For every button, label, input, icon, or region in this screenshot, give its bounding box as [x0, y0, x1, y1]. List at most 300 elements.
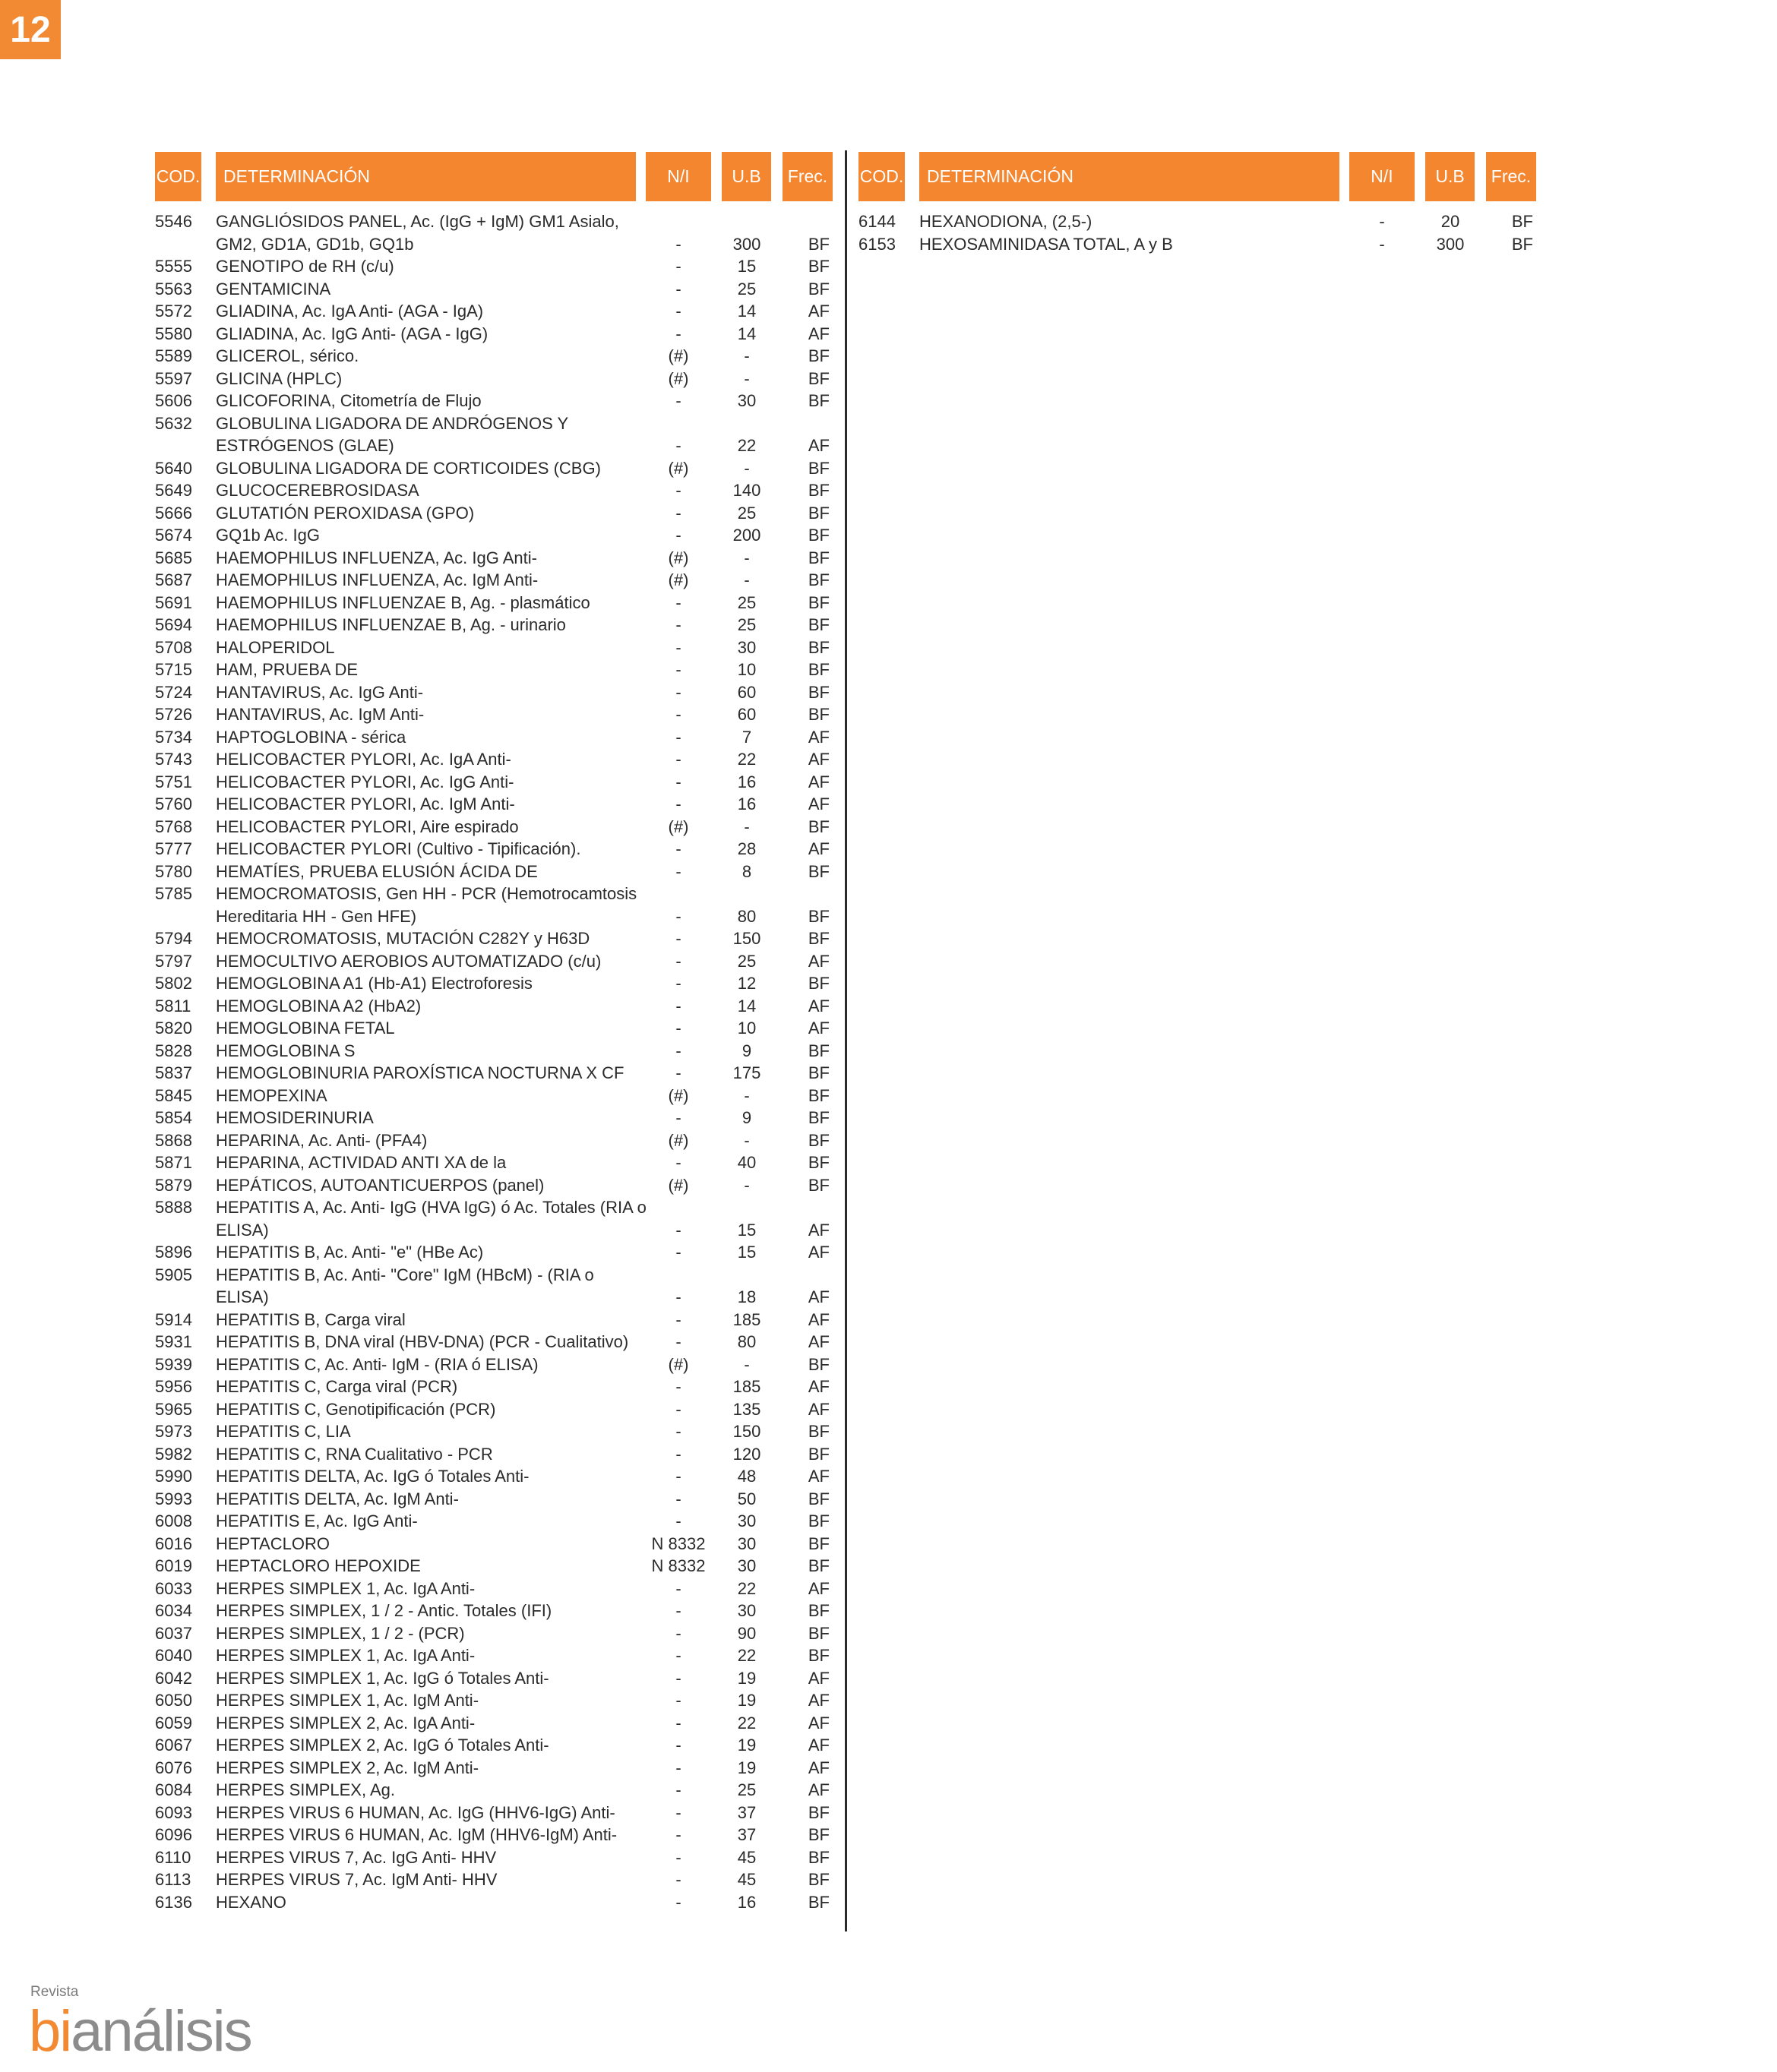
- row-ni: -: [675, 1802, 681, 1822]
- row-code: 5708: [155, 637, 192, 657]
- row-ub: 10: [737, 660, 757, 679]
- row-ni: -: [675, 750, 681, 769]
- row-ub: 30: [737, 391, 757, 410]
- row-frec: BF: [808, 526, 830, 545]
- row-determinacion: HERPES VIRUS 7, Ac. IgM Anti- HHV: [216, 1870, 498, 1889]
- row-ub: 12: [737, 974, 757, 993]
- row-code: 5797: [155, 951, 192, 971]
- logo-small-text: Revista: [30, 1984, 79, 2000]
- row-ni: -: [675, 1489, 681, 1508]
- row-determinacion: HERPES SIMPLEX, 1 / 2 - (PCR): [216, 1623, 465, 1643]
- row-frec: BF: [808, 1063, 830, 1082]
- row-determinacion: HEPATITIS C, RNA Cualitativo - PCR: [216, 1444, 493, 1464]
- row-ni: -: [1379, 212, 1385, 231]
- row-code: 6144: [858, 212, 896, 231]
- page-number: 12: [0, 0, 61, 59]
- row-ni: -: [675, 257, 681, 276]
- row-frec: AF: [808, 1332, 830, 1351]
- row-frec: BF: [1511, 234, 1533, 254]
- row-ub: -: [744, 548, 750, 567]
- row-ni: -: [675, 1309, 681, 1329]
- row-determinacion: HEPATITIS B, Carga viral: [216, 1309, 406, 1329]
- row-code: 6059: [155, 1713, 192, 1732]
- row-ub: 25: [737, 1780, 757, 1799]
- row-determinacion: HEPATITIS B, Ac. Anti- "Core" IgM (HBcM) - (RIA o: [216, 1265, 594, 1284]
- row-ub: 25: [737, 951, 757, 971]
- row-frec: BF: [1511, 212, 1533, 231]
- row-code: 5871: [155, 1153, 192, 1172]
- row-determinacion: GLUTATIÓN PEROXIDASA (GPO): [216, 503, 475, 523]
- row-determinacion: HERPES SIMPLEX, 1 / 2 - Antic. Totales (IFI): [216, 1601, 552, 1620]
- row-ub: 10: [737, 1019, 757, 1038]
- header-ub-right: U.B: [1425, 152, 1475, 201]
- row-frec: AF: [808, 302, 830, 321]
- row-determinacion: HANTAVIRUS, Ac. IgG Anti-: [216, 682, 424, 702]
- row-ub: 185: [732, 1309, 761, 1329]
- row-code: 6034: [155, 1601, 192, 1620]
- row-ub: 9: [741, 1041, 752, 1060]
- row-ni: -: [675, 1399, 681, 1419]
- row-ni: -: [675, 1019, 681, 1038]
- row-ni: -: [1379, 234, 1385, 254]
- row-determinacion: GENOTIPO de RH (c/u): [216, 257, 394, 276]
- row-ub: -: [744, 816, 750, 836]
- row-frec: AF: [808, 1377, 830, 1396]
- row-ub: 16: [737, 1892, 757, 1912]
- row-frec: AF: [808, 794, 830, 813]
- row-determinacion: HEPATITIS B, Ac. Anti- "e" (HBe Ac): [216, 1243, 484, 1262]
- row-ni: -: [675, 682, 681, 702]
- row-determinacion: GLICOFORINA, Citometría de Flujo: [216, 391, 482, 410]
- row-ub: 48: [737, 1467, 757, 1486]
- row-code: 5879: [155, 1175, 192, 1195]
- row-frec: AF: [808, 1399, 830, 1419]
- row-determinacion: GLICINA (HPLC): [216, 368, 343, 388]
- row-code: 5589: [155, 346, 192, 365]
- row-code: 5546: [155, 212, 192, 231]
- row-determinacion: HERPES SIMPLEX 2, Ac. IgG ó Totales Anti-: [216, 1736, 549, 1755]
- row-code: 5982: [155, 1444, 192, 1464]
- row-frec: BF: [808, 1354, 830, 1374]
- row-determinacion: GANGLIÓSIDOS PANEL, Ac. (IgG + IgM) GM1 Asialo,: [216, 212, 619, 231]
- row-frec: BF: [808, 1511, 830, 1530]
- row-ni: (#): [668, 570, 689, 589]
- row-code: 5837: [155, 1063, 192, 1082]
- row-code: 5777: [155, 839, 192, 858]
- row-ub: 60: [737, 682, 757, 702]
- row-ni: -: [675, 1847, 681, 1867]
- row-ub: -: [744, 570, 750, 589]
- row-frec: BF: [808, 660, 830, 679]
- row-ub: 25: [737, 615, 757, 634]
- row-ub: -: [744, 1130, 750, 1150]
- row-determinacion: GLOBULINA LIGADORA DE ANDRÓGENOS Y: [216, 413, 569, 433]
- row-ni: -: [675, 234, 681, 254]
- row-ni: -: [675, 1646, 681, 1665]
- row-frec: BF: [808, 682, 830, 702]
- row-ub: 30: [737, 1533, 757, 1553]
- row-determinacion: Hereditaria HH - Gen HFE): [216, 906, 417, 926]
- row-ub: 30: [737, 637, 757, 657]
- row-code: 6084: [155, 1780, 192, 1799]
- row-ni: -: [675, 772, 681, 791]
- row-ni: -: [675, 1108, 681, 1127]
- row-frec: AF: [808, 1019, 830, 1038]
- column-divider: [845, 150, 847, 1931]
- logo-wordmark: bianálisis: [29, 1999, 251, 2064]
- row-frec: BF: [808, 257, 830, 276]
- row-code: 5555: [155, 257, 192, 276]
- row-code: 6113: [155, 1870, 191, 1889]
- row-ub: -: [744, 458, 750, 478]
- row-ub: 30: [737, 1556, 757, 1575]
- row-ni: -: [675, 929, 681, 948]
- row-ub: 22: [737, 436, 757, 455]
- row-frec: BF: [808, 368, 830, 388]
- row-code: 5649: [155, 481, 192, 500]
- row-ub: 14: [737, 302, 757, 321]
- row-code: 5868: [155, 1130, 192, 1150]
- row-code: 5931: [155, 1332, 192, 1351]
- row-determinacion: ELISA): [216, 1287, 269, 1306]
- row-ni: -: [675, 1041, 681, 1060]
- row-determinacion: HEMOCROMATOSIS, MUTACIÓN C282Y y H63D: [216, 929, 590, 948]
- row-ni: -: [675, 951, 681, 971]
- row-frec: BF: [808, 816, 830, 836]
- row-frec: BF: [808, 1870, 830, 1889]
- row-ni: -: [675, 727, 681, 747]
- row-determinacion: HAEMOPHILUS INFLUENZA, Ac. IgG Anti-: [216, 548, 537, 567]
- row-code: 5820: [155, 1019, 192, 1038]
- row-ub: 150: [732, 929, 761, 948]
- row-ni: -: [675, 302, 681, 321]
- row-determinacion: HELICOBACTER PYLORI, Ac. IgM Anti-: [216, 794, 515, 813]
- row-code: 5724: [155, 682, 192, 702]
- row-determinacion: GLUCOCEREBROSIDASA: [216, 481, 419, 500]
- row-frec: BF: [808, 1489, 830, 1508]
- row-frec: BF: [808, 1825, 830, 1844]
- row-code: 5674: [155, 526, 192, 545]
- row-frec: BF: [808, 637, 830, 657]
- row-frec: AF: [808, 996, 830, 1015]
- row-frec: AF: [808, 1736, 830, 1755]
- row-ni: -: [675, 1892, 681, 1912]
- row-determinacion: HEXANO: [216, 1892, 286, 1912]
- row-ni: -: [675, 615, 681, 634]
- row-determinacion: HEPATITIS C, Carga viral (PCR): [216, 1377, 458, 1396]
- header-determinacion-left: DETERMINACIÓN: [216, 152, 636, 201]
- row-determinacion: HEPARINA, ACTIVIDAD ANTI XA de la: [216, 1153, 507, 1172]
- row-frec: AF: [808, 727, 830, 747]
- row-determinacion: HEPTACLORO HEPOXIDE: [216, 1556, 421, 1575]
- row-ub: 90: [737, 1623, 757, 1643]
- row-determinacion: HEPATITIS E, Ac. IgG Anti-: [216, 1511, 418, 1530]
- row-ub: 60: [737, 705, 757, 724]
- row-frec: AF: [808, 324, 830, 343]
- row-determinacion: HEPARINA, Ac. Anti- (PFA4): [216, 1130, 428, 1150]
- row-code: 5563: [155, 279, 192, 298]
- row-frec: BF: [808, 391, 830, 410]
- row-ni: (#): [668, 1130, 689, 1150]
- row-code: 5760: [155, 794, 192, 813]
- row-ub: -: [744, 1085, 750, 1105]
- row-frec: BF: [808, 458, 830, 478]
- row-ub: 19: [737, 1736, 757, 1755]
- row-code: 5580: [155, 324, 192, 343]
- row-code: 6076: [155, 1758, 192, 1777]
- row-code: 5939: [155, 1354, 192, 1374]
- row-code: 5597: [155, 368, 192, 388]
- row-frec: BF: [808, 1108, 830, 1127]
- row-code: 6008: [155, 1511, 192, 1530]
- row-ni: (#): [668, 458, 689, 478]
- row-ub: 7: [741, 727, 752, 747]
- row-ni: -: [675, 794, 681, 813]
- row-ni: -: [675, 1467, 681, 1486]
- row-frec: AF: [808, 1309, 830, 1329]
- row-ni: -: [675, 1578, 681, 1598]
- row-frec: AF: [808, 1578, 830, 1598]
- row-ni: (#): [668, 1175, 689, 1195]
- row-ni: -: [675, 906, 681, 926]
- row-frec: BF: [808, 1802, 830, 1822]
- row-frec: BF: [808, 481, 830, 500]
- header-frec-left: Frec.: [783, 152, 833, 201]
- row-ub: 22: [737, 1578, 757, 1598]
- row-ni: -: [675, 1780, 681, 1799]
- row-code: 5990: [155, 1467, 192, 1486]
- row-ub: 25: [737, 592, 757, 612]
- row-determinacion: HEMOGLOBINA A1 (Hb-A1) Electroforesis: [216, 974, 533, 993]
- header-ni-left: N/I: [646, 152, 711, 201]
- row-frec: BF: [808, 1085, 830, 1105]
- row-code: 5632: [155, 413, 192, 433]
- row-frec: BF: [808, 1646, 830, 1665]
- row-ni: -: [675, 705, 681, 724]
- row-ni: -: [675, 1332, 681, 1351]
- row-determinacion: HELICOBACTER PYLORI, Aire espirado: [216, 816, 519, 836]
- row-ni: -: [675, 1220, 681, 1240]
- row-determinacion: HEXOSAMINIDASA TOTAL, A y B: [919, 234, 1173, 254]
- row-ni: -: [675, 1870, 681, 1889]
- row-code: 6050: [155, 1691, 192, 1710]
- row-ni: -: [675, 1758, 681, 1777]
- row-determinacion: HAM, PRUEBA DE: [216, 660, 359, 679]
- row-determinacion: HEPATITIS A, Ac. Anti- IgG (HVA IgG) ó Ac. Totales (RIA o: [216, 1198, 647, 1217]
- row-frec: BF: [808, 861, 830, 881]
- row-frec: AF: [808, 1220, 830, 1240]
- header-ub-left: U.B: [722, 152, 771, 201]
- row-code: 5606: [155, 391, 192, 410]
- row-ub: 15: [737, 1243, 757, 1262]
- row-frec: BF: [808, 1041, 830, 1060]
- row-code: 6042: [155, 1668, 192, 1688]
- row-determinacion: HEMATÍES, PRUEBA ELUSIÓN ÁCIDA DE: [216, 861, 538, 881]
- row-ub: 50: [737, 1489, 757, 1508]
- header-ni-right: N/I: [1349, 152, 1415, 201]
- row-ni: -: [675, 436, 681, 455]
- row-frec: BF: [808, 929, 830, 948]
- row-ni: -: [675, 526, 681, 545]
- row-ni: -: [675, 1668, 681, 1688]
- row-code: 5768: [155, 816, 192, 836]
- row-ub: 20: [1440, 212, 1460, 231]
- row-code: 5794: [155, 929, 192, 948]
- row-frec: BF: [808, 346, 830, 365]
- row-code: 5666: [155, 503, 192, 523]
- row-code: 5691: [155, 592, 192, 612]
- row-code: 5828: [155, 1041, 192, 1060]
- row-ub: -: [744, 346, 750, 365]
- row-code: 5965: [155, 1399, 192, 1419]
- row-frec: BF: [808, 279, 830, 298]
- row-code: 6033: [155, 1578, 192, 1598]
- row-ub: 120: [732, 1444, 761, 1464]
- row-ni: -: [675, 1243, 681, 1262]
- row-ni: -: [675, 1377, 681, 1396]
- row-code: 6093: [155, 1802, 192, 1822]
- row-code: 6110: [155, 1847, 191, 1867]
- row-frec: BF: [808, 1130, 830, 1150]
- row-frec: AF: [808, 951, 830, 971]
- row-ni: -: [675, 1444, 681, 1464]
- row-ni: -: [675, 324, 681, 343]
- row-code: 5888: [155, 1198, 192, 1217]
- row-code: 5854: [155, 1108, 192, 1127]
- row-ni: -: [675, 996, 681, 1015]
- row-frec: BF: [808, 548, 830, 567]
- row-ub: 300: [1436, 234, 1465, 254]
- row-ub: 185: [732, 1377, 761, 1396]
- row-ni: -: [675, 503, 681, 523]
- row-frec: BF: [808, 1847, 830, 1867]
- row-frec: BF: [808, 503, 830, 523]
- row-determinacion: HERPES SIMPLEX 1, Ac. IgG ó Totales Anti-: [216, 1668, 549, 1688]
- row-ni: -: [675, 839, 681, 858]
- row-ub: 45: [737, 1870, 757, 1889]
- row-ni: -: [675, 1153, 681, 1172]
- row-determinacion: HAEMOPHILUS INFLUENZA, Ac. IgM Anti-: [216, 570, 539, 589]
- row-determinacion: HELICOBACTER PYLORI, Ac. IgA Anti-: [216, 750, 511, 769]
- row-determinacion: GLOBULINA LIGADORA DE CORTICOIDES (CBG): [216, 458, 601, 478]
- row-determinacion: GLIADINA, Ac. IgA Anti- (AGA - IgA): [216, 302, 484, 321]
- row-frec: AF: [808, 1668, 830, 1688]
- row-code: 5785: [155, 884, 192, 903]
- row-ub: 200: [732, 526, 761, 545]
- row-ub: 135: [732, 1399, 761, 1419]
- row-frec: BF: [808, 1422, 830, 1441]
- row-ni: -: [675, 1691, 681, 1710]
- row-frec: AF: [808, 1713, 830, 1732]
- row-code: 5845: [155, 1085, 192, 1105]
- row-ub: 30: [737, 1511, 757, 1530]
- row-determinacion: ESTRÓGENOS (GLAE): [216, 436, 394, 455]
- row-ni: -: [675, 1623, 681, 1643]
- row-ub: 80: [737, 1332, 757, 1351]
- row-ni: (#): [668, 346, 689, 365]
- row-determinacion: GENTAMICINA: [216, 279, 331, 298]
- row-determinacion: HEMOSIDERINURIA: [216, 1108, 374, 1127]
- row-determinacion: HERPES VIRUS 6 HUMAN, Ac. IgM (HHV6-IgM) Anti-: [216, 1825, 618, 1844]
- row-frec: BF: [808, 1153, 830, 1172]
- row-frec: AF: [808, 1780, 830, 1799]
- row-frec: AF: [808, 1691, 830, 1710]
- row-code: 6067: [155, 1736, 192, 1755]
- row-code: 5685: [155, 548, 192, 567]
- row-determinacion: HELICOBACTER PYLORI (Cultivo - Tipificación).: [216, 839, 581, 858]
- row-frec: AF: [808, 1287, 830, 1306]
- row-determinacion: HEMOCULTIVO AEROBIOS AUTOMATIZADO (c/u): [216, 951, 602, 971]
- row-ub: 30: [737, 1601, 757, 1620]
- row-frec: AF: [808, 750, 830, 769]
- row-code: 5715: [155, 660, 192, 679]
- row-code: 5780: [155, 861, 192, 881]
- row-code: 5973: [155, 1422, 192, 1441]
- row-ub: 37: [737, 1825, 757, 1844]
- row-ni: -: [675, 1511, 681, 1530]
- row-code: 6019: [155, 1556, 192, 1575]
- row-determinacion: HELICOBACTER PYLORI, Ac. IgG Anti-: [216, 772, 514, 791]
- row-ub: 22: [737, 750, 757, 769]
- row-ub: 14: [737, 996, 757, 1015]
- row-code: 5572: [155, 302, 192, 321]
- row-code: 5993: [155, 1489, 192, 1508]
- row-ub: 22: [737, 1646, 757, 1665]
- row-code: 6136: [155, 1892, 192, 1912]
- row-determinacion: HEMOGLOBINA S: [216, 1041, 356, 1060]
- row-frec: AF: [808, 1467, 830, 1486]
- row-frec: BF: [808, 1623, 830, 1643]
- row-frec: BF: [808, 1892, 830, 1912]
- row-frec: BF: [808, 1556, 830, 1575]
- row-ub: 150: [732, 1422, 761, 1441]
- row-frec: BF: [808, 1444, 830, 1464]
- row-frec: BF: [808, 592, 830, 612]
- row-code: 5914: [155, 1309, 192, 1329]
- row-determinacion: HERPES SIMPLEX 1, Ac. IgA Anti-: [216, 1578, 476, 1598]
- row-code: 5734: [155, 727, 192, 747]
- row-code: 5751: [155, 772, 192, 791]
- row-determinacion: HAPTOGLOBINA - sérica: [216, 727, 406, 747]
- row-code: 5905: [155, 1265, 192, 1284]
- row-ni: (#): [668, 368, 689, 388]
- row-determinacion: HEMOCROMATOSIS, Gen HH - PCR (Hemotrocamtosis: [216, 884, 637, 903]
- row-ub: 40: [737, 1153, 757, 1172]
- row-ub: 37: [737, 1802, 757, 1822]
- row-code: 6096: [155, 1825, 192, 1844]
- row-ni: -: [675, 1287, 681, 1306]
- row-frec: BF: [808, 1601, 830, 1620]
- row-ni: -: [675, 1825, 681, 1844]
- row-ub: 28: [737, 839, 757, 858]
- row-determinacion: HERPES SIMPLEX 1, Ac. IgA Anti-: [216, 1646, 476, 1665]
- row-ni: (#): [668, 1354, 689, 1374]
- row-code: 5743: [155, 750, 192, 769]
- row-determinacion: HEMOGLOBINURIA PAROXÍSTICA NOCTURNA X CF: [216, 1063, 624, 1082]
- row-code: 5726: [155, 705, 192, 724]
- row-ni: (#): [668, 816, 689, 836]
- row-code: 5896: [155, 1243, 192, 1262]
- row-ub: 300: [732, 234, 761, 254]
- row-ub: 80: [737, 906, 757, 926]
- row-code: 6040: [155, 1646, 192, 1665]
- row-ni: -: [675, 1736, 681, 1755]
- row-frec: BF: [808, 906, 830, 926]
- row-determinacion: HEPATITIS C, Genotipificación (PCR): [216, 1399, 496, 1419]
- row-frec: AF: [808, 436, 830, 455]
- row-determinacion: HEPATITIS B, DNA viral (HBV-DNA) (PCR - Cualitativo): [216, 1332, 629, 1351]
- row-determinacion: HEMOGLOBINA A2 (HbA2): [216, 996, 422, 1015]
